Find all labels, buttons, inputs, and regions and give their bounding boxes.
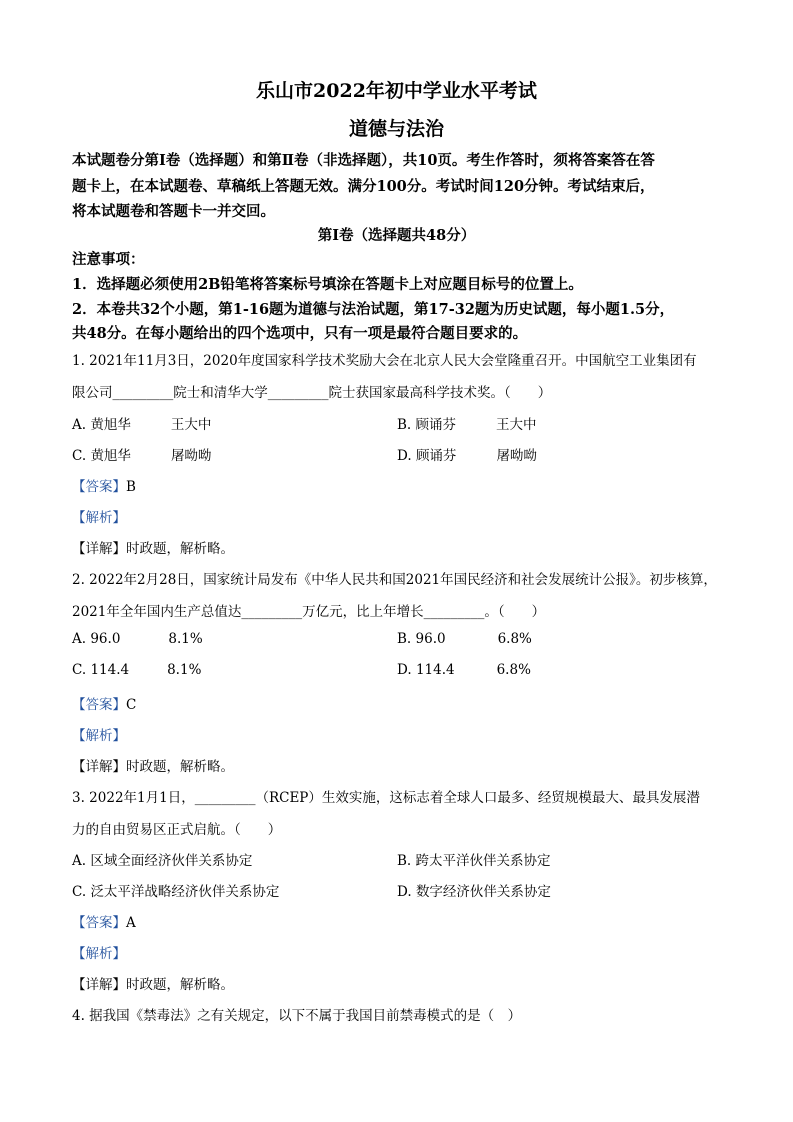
detail-text: 时政题，解析略。 bbox=[126, 759, 234, 775]
question-stem: 3. 2022年1月1日，_________（RCEP）生效实施，这标志着全球人口最多、经贸规模最大、最具发展潜 bbox=[72, 790, 700, 806]
notice-item: 共48分。在每小题给出的四个选项中，只有一项是最符合题目要求的。 bbox=[72, 325, 528, 342]
question-stem: 2021年全年国内生产总值达_________万亿元，比上年增长_________。（ ） bbox=[72, 604, 546, 620]
answer-label: 【答案】 bbox=[72, 479, 126, 495]
subject-title: 道德与法治 bbox=[348, 118, 444, 140]
answer-value: B bbox=[126, 479, 136, 495]
intro-line: 题卡上，在本试题卷、草稿纸上答题无效。满分100分。考试时间120分钟。考试结束后， bbox=[72, 178, 655, 195]
question-stem: 1. 2021年11月3日，2020年度国家科学技术奖励大会在北京人民大会堂隆重召开。中国航空工业集团有 bbox=[72, 353, 697, 369]
detail-label: 【详解】 bbox=[72, 541, 126, 557]
option-d: D. 数字经济伙伴关系协定 bbox=[397, 884, 551, 900]
option-d: D. 114.4 6.8% bbox=[397, 662, 531, 678]
part-title: 第I卷（选择题共48分） bbox=[317, 227, 476, 244]
detail-line bbox=[72, 537, 234, 557]
answer-value: C bbox=[126, 697, 137, 713]
analysis-line bbox=[72, 724, 126, 744]
option-b: B. 跨太平洋伙伴关系协定 bbox=[397, 853, 551, 869]
answer-label: 【答案】 bbox=[72, 697, 126, 713]
notice-item: 2．本卷共32个小题，第1-16题为道德与法治试题，第17-32题为历史试题，每小题1.5分， bbox=[72, 301, 675, 318]
option-b: B. 顾诵芬 王大中 bbox=[397, 417, 537, 433]
exam-title: 乐山市2022年初中学业水平考试 bbox=[256, 80, 537, 102]
question-stem: 力的自由贸易区正式启航。（ ） bbox=[72, 822, 282, 838]
detail-line bbox=[72, 755, 234, 775]
detail-text: 时政题，解析略。 bbox=[126, 541, 234, 557]
analysis-line bbox=[72, 942, 126, 962]
detail-text: 时政题，解析略。 bbox=[126, 977, 234, 993]
analysis-label: 【解析】 bbox=[72, 728, 126, 744]
option-b: B. 96.0 6.8% bbox=[397, 631, 532, 647]
option-c: C. 114.4 8.1% bbox=[72, 662, 202, 678]
detail-label: 【详解】 bbox=[72, 977, 126, 993]
option-a: A. 区域全面经济伙伴关系协定 bbox=[72, 853, 253, 869]
notice-title: 注意事项： bbox=[72, 251, 145, 268]
option-a: A. 96.0 8.1% bbox=[72, 631, 203, 647]
option-c: C. 黄旭华 屠呦呦 bbox=[72, 448, 212, 464]
answer-line bbox=[72, 911, 136, 931]
question-stem: 限公司_________院士和清华大学_________院士获国家最高科学技术奖。（ ） bbox=[72, 385, 552, 401]
option-d: D. 顾诵芬 屠呦呦 bbox=[397, 448, 537, 464]
analysis-label: 【解析】 bbox=[72, 510, 126, 526]
answer-label: 【答案】 bbox=[72, 915, 126, 931]
answer-value: A bbox=[126, 915, 136, 931]
answer-line bbox=[72, 475, 136, 495]
answer-line bbox=[72, 693, 136, 713]
notice-item: 1．选择题必须使用2B铅笔将答案标号填涂在答题卡上对应题目标号的位置上。 bbox=[72, 276, 583, 293]
intro-line: 本试题卷分第I卷（选择题）和第Ⅱ卷（非选择题），共10页。考生作答时，须将答案答在答 bbox=[72, 152, 655, 169]
analysis-label: 【解析】 bbox=[72, 946, 126, 962]
intro-line: 将本试题卷和答题卡一并交回。 bbox=[72, 203, 275, 220]
option-c: C. 泛太平洋战略经济伙伴关系协定 bbox=[72, 884, 280, 900]
question-stem: 4. 据我国《禁毒法》之有关规定，以下不属于我国目前禁毒模式的是（ ） bbox=[72, 1008, 522, 1024]
detail-line bbox=[72, 973, 234, 993]
analysis-line bbox=[72, 506, 126, 526]
question-stem: 2. 2022年2月28日，国家统计局发布《中华人民共和国2021年国民经济和社会发展统计公报》。初步核算， bbox=[72, 572, 717, 588]
option-a: A. 黄旭华 王大中 bbox=[72, 417, 212, 433]
detail-label: 【详解】 bbox=[72, 759, 126, 775]
